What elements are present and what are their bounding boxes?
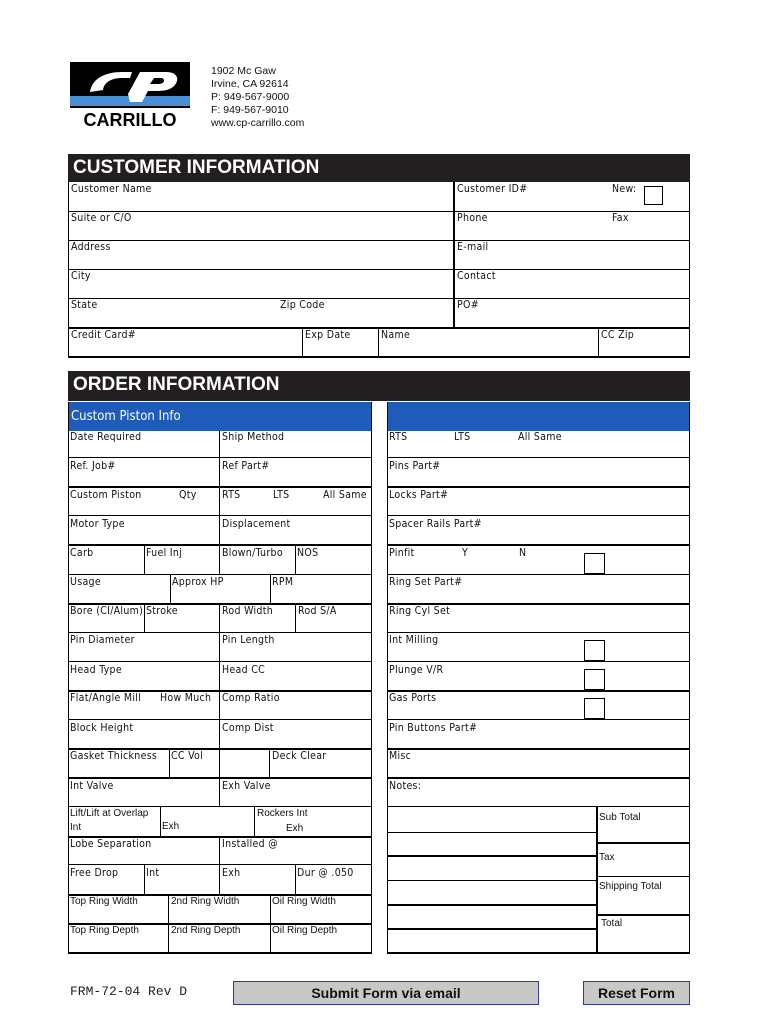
top-ring-depth-field[interactable]: Top Ring Depth <box>70 925 139 936</box>
pinfit-n-label[interactable]: N <box>519 547 527 559</box>
website-line: www.cp-carrillo.com <box>211 117 305 129</box>
qty-field[interactable]: Qty <box>179 489 197 501</box>
ring-set-part-field[interactable]: Ring Set Part# <box>389 576 463 588</box>
address-line: 1902 Mc Gaw <box>211 65 276 77</box>
suite-field[interactable]: Suite or C/O <box>71 212 132 224</box>
approx-hp-field[interactable]: Approx HP <box>172 576 224 588</box>
right-panel-bar <box>387 402 690 431</box>
ship-method-field[interactable]: Ship Method <box>222 431 285 443</box>
flat-angle-mill-field[interactable]: Flat/Angle Mill <box>70 692 142 704</box>
custom-piston-field[interactable]: Custom Piston <box>70 489 142 501</box>
cardholder-name-field[interactable]: Name <box>381 329 411 341</box>
fax-line: F: 949-567-9010 <box>211 104 289 116</box>
piston-lts-field[interactable]: LTS <box>273 489 290 501</box>
pinfit-label: Pinfit <box>389 547 415 559</box>
gas-ports-label: Gas Ports <box>389 692 437 704</box>
second-ring-width-field[interactable]: 2nd Ring Width <box>171 896 240 907</box>
exp-date-field[interactable]: Exp Date <box>305 329 351 341</box>
spacer-rails-part-field[interactable]: Spacer Rails Part# <box>389 518 482 530</box>
piston-rts-field[interactable]: RTS <box>222 489 241 501</box>
contact-field[interactable]: Contact <box>457 270 496 282</box>
phone-line: P: 949-567-9000 <box>211 91 290 103</box>
int-milling-checkbox[interactable] <box>584 640 605 661</box>
cc-vol-field[interactable]: CC Vol <box>171 750 204 762</box>
lobe-separation-field[interactable]: Lobe Separation <box>70 838 152 850</box>
stroke-field[interactable]: Stroke <box>146 605 178 617</box>
ring-cyl-set-field[interactable]: Ring Cyl Set <box>389 605 451 617</box>
rockers-exh-field[interactable]: Exh <box>286 823 304 834</box>
gas-ports-checkbox[interactable] <box>584 698 605 719</box>
notes-field[interactable]: Notes: <box>389 780 422 792</box>
po-field[interactable]: PO# <box>457 299 479 311</box>
exh-valve-field[interactable]: Exh Valve <box>222 780 271 792</box>
tax-field[interactable]: Tax <box>599 852 615 863</box>
logo-name: CARRILLO <box>83 110 177 130</box>
total-field[interactable]: Total <box>601 918 623 929</box>
pinfit-y-label[interactable]: Y <box>462 547 469 559</box>
fuel-inj-field[interactable]: Fuel Inj <box>146 547 183 559</box>
city-field[interactable]: City <box>71 270 91 282</box>
installed-field[interactable]: Installed @ <box>222 838 278 850</box>
submit-email-button[interactable]: Submit Form via email <box>233 981 539 1005</box>
blown-turbo-field[interactable]: Blown/Turbo <box>222 547 283 559</box>
rod-width-field[interactable]: Rod Width <box>222 605 273 617</box>
pin-diameter-field[interactable]: Pin Diameter <box>70 634 135 646</box>
customer-id-field[interactable]: Customer ID# <box>457 183 528 195</box>
customer-name-field[interactable]: Customer Name <box>71 183 152 195</box>
rockers-int-field[interactable]: Rockers Int <box>257 808 308 819</box>
shipping-total-field[interactable]: Shipping Total <box>599 881 662 892</box>
misc-field[interactable]: Misc <box>389 750 412 762</box>
all-same-field[interactable]: All Same <box>518 431 562 443</box>
free-drop-exh-field[interactable]: Exh <box>222 867 241 879</box>
pinfit-checkbox[interactable] <box>584 553 605 574</box>
comp-dist-field[interactable]: Comp Dist <box>222 722 274 734</box>
deck-clear-field[interactable]: Deck Clear <box>272 750 327 762</box>
top-ring-width-field[interactable]: Top Ring Width <box>70 896 138 907</box>
lift-exh-field[interactable]: Exh <box>162 821 180 832</box>
bore-field[interactable]: Bore (CI/Alum) <box>70 605 144 617</box>
carrillo-logo <box>70 62 190 130</box>
pin-length-field[interactable]: Pin Length <box>222 634 275 646</box>
email-field[interactable]: E-mail <box>457 241 489 253</box>
company-address <box>211 65 304 130</box>
dur-050-field[interactable]: Dur @ .050 <box>297 867 354 879</box>
rpm-field[interactable]: RPM <box>272 576 294 588</box>
how-much-field[interactable]: How Much <box>160 692 212 704</box>
date-required-field[interactable]: Date Required <box>70 431 142 443</box>
credit-card-field[interactable]: Credit Card# <box>71 329 136 341</box>
ref-part-field[interactable]: Ref Part# <box>222 460 270 472</box>
oil-ring-width-field[interactable]: Oil Ring Width <box>272 896 336 907</box>
int-milling-label: Int Milling <box>389 634 439 646</box>
gasket-thickness-field[interactable]: Gasket Thickness <box>70 750 158 762</box>
usage-field[interactable]: Usage <box>70 576 101 588</box>
second-ring-depth-field[interactable]: 2nd Ring Depth <box>171 925 241 936</box>
locks-part-field[interactable]: Locks Part# <box>389 489 449 501</box>
plunge-vr-checkbox[interactable] <box>584 669 605 690</box>
form-code: FRM-72-04 Rev D <box>70 984 188 999</box>
lift-at-overlap-label: Lift/Lift at Overlap <box>70 808 149 819</box>
reset-form-button[interactable]: Reset Form <box>583 981 690 1005</box>
fax-field[interactable]: Fax <box>612 212 629 224</box>
phone-field[interactable]: Phone <box>457 212 488 224</box>
nos-field[interactable]: NOS <box>297 547 319 559</box>
free-drop-field[interactable]: Free Drop <box>70 867 119 879</box>
pin-buttons-part-field[interactable]: Pin Buttons Part# <box>389 722 478 734</box>
head-type-field[interactable]: Head Type <box>70 664 122 676</box>
rts-field[interactable]: RTS <box>389 431 408 443</box>
cc-zip-field[interactable]: CC Zip <box>601 329 635 341</box>
custom-piston-info-bar: Custom Piston Info <box>68 402 371 431</box>
zip-field[interactable]: Zip Code <box>280 299 325 311</box>
new-label: New: <box>612 183 637 195</box>
address-line: Irvine, CA 92614 <box>211 78 289 90</box>
motor-type-field[interactable]: Motor Type <box>70 518 125 530</box>
sub-total-field[interactable]: Sub Total <box>599 812 641 823</box>
comp-ratio-field[interactable]: Comp Ratio <box>222 692 280 704</box>
lift-int-field[interactable]: Int <box>70 822 82 833</box>
carb-field[interactable]: Carb <box>70 547 94 559</box>
int-valve-field[interactable]: Int Valve <box>70 780 114 792</box>
free-drop-int-field[interactable]: Int <box>146 867 160 879</box>
address-field[interactable]: Address <box>71 241 111 253</box>
head-cc-field[interactable]: Head CC <box>222 664 266 676</box>
pins-part-field[interactable]: Pins Part# <box>389 460 441 472</box>
new-customer-checkbox[interactable] <box>644 186 663 205</box>
lts-field[interactable]: LTS <box>454 431 471 443</box>
block-height-field[interactable]: Block Height <box>70 722 134 734</box>
order-info-header: ORDER INFORMATION <box>68 371 690 401</box>
state-field[interactable]: State <box>71 299 98 311</box>
piston-all-same-field[interactable]: All Same <box>323 489 367 501</box>
ref-job-field[interactable]: Ref. Job# <box>70 460 116 472</box>
displacement-field[interactable]: Displacement <box>222 518 291 530</box>
customer-info-header: CUSTOMER INFORMATION <box>68 154 690 182</box>
plunge-vr-label: Plunge V/R <box>389 664 444 676</box>
oil-ring-depth-field[interactable]: Oil Ring Depth <box>272 925 338 936</box>
rod-sa-field[interactable]: Rod S/A <box>298 605 337 617</box>
